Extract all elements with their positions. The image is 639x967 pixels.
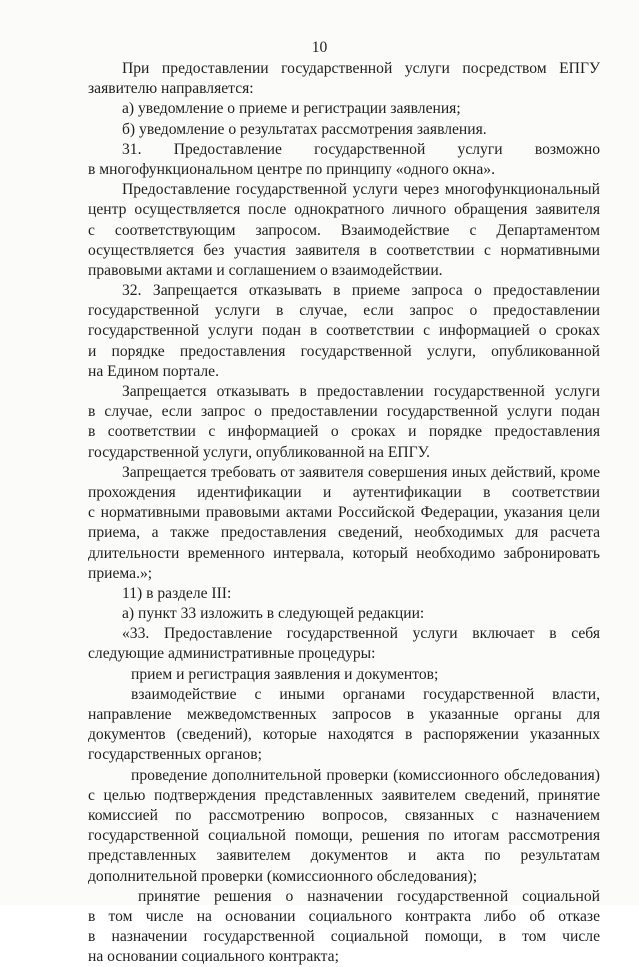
text-line: принятие решения о назначении государственной социальной (138, 887, 600, 905)
text-line: на основании социального контракта; (88, 948, 339, 966)
text-line: заявителю направляется: (88, 80, 254, 98)
text-line: в многофункциональном центре по принципу «одного окна». (88, 160, 495, 178)
text-line: государственных органов; (88, 746, 262, 764)
text-line: с целью подтверждения представленных заявителем сведений, принятие (88, 786, 600, 804)
text-line: государственной услуги в случае, если запрос о предоставлении (88, 302, 600, 320)
page-number: 10 (311, 39, 328, 56)
text-line: а) пункт 33 изложить в следующей редакции: (122, 605, 425, 623)
text-line: 11) в разделе III: (122, 584, 232, 602)
text-line: в назначении государственной социальной помощи, в том числе (88, 928, 600, 946)
text-line: «33. Предоставление государственной услуги включает в себя (122, 625, 600, 643)
text-line: проведение дополнительной проверки (комиссионного обследования) (131, 766, 600, 784)
text-line: приема.»; (88, 564, 153, 582)
text-line: б) уведомление о результатах рассмотрения заявления. (122, 120, 487, 138)
text-line: Запрещается отказывать в предоставлении государственной услуги (122, 383, 600, 400)
text-line: приема, а также предоставления сведений, необходимых для расчета (88, 524, 600, 542)
text-line: направление межведомственных запросов в указанные органы для (88, 706, 600, 723)
text-line: дополнительной проверки (комиссионного обследования); (88, 867, 478, 885)
text-line: представленных заявителем документов и акта по результатам (88, 847, 600, 865)
text-line: 31. Предоставление государственной услуги возможно (122, 140, 600, 158)
text-line: с нормативными правовыми актами Российской Федерации, указания цели (88, 504, 600, 522)
text-line: Запрещается требовать от заявителя совершения иных действий, кроме (122, 463, 600, 481)
text-line: в случае, если запрос о предоставлении государственной услуги подан (88, 403, 600, 421)
text-line: Предоставление государственной услуги через многофункциональный (122, 181, 600, 199)
text-line: на Едином портале. (88, 362, 219, 380)
text-line: государственной услуги, опубликованной на ЕПГУ. (88, 443, 431, 461)
text-line: государственной социальной помощи, решения по итогам рассмотрения (88, 827, 600, 845)
text-line: осуществляется без участия заявителя в соответствии с нормативными (88, 241, 600, 259)
text-line: в соответствии с информацией о сроках и порядке предоставления (88, 423, 600, 441)
text-line: и порядке предоставления государственной услуги, опубликованной (88, 342, 600, 360)
text-line: центр осуществляется после однократного личного обращения заявителя (88, 201, 600, 219)
text-line: При предоставлении государственной услуги посредством ЕПГУ (122, 60, 600, 77)
text-line: взаимодействие с иными органами государственной власти, (131, 685, 600, 703)
text-line: длительности временного интервала, который необходимо забронировать (88, 544, 600, 562)
text-line: государственной услуги подан в соответствии с информацией о сроках (88, 322, 600, 340)
text-line: следующие административные процедуры: (88, 645, 376, 663)
text-line: документов (сведений), которые находятся в распоряжении указанных (88, 726, 600, 744)
document-body (88, 59, 600, 967)
text-line: 32. Запрещается отказывать в приеме запроса о предоставлении (122, 282, 600, 300)
text-line: в том числе на основании социального контракта либо об отказе (88, 907, 600, 925)
text-line: с соответствующим запросом. Взаимодействие с Департаментом (88, 221, 600, 239)
text-line: прохождения идентификации и аутентификации в соответствии (88, 483, 600, 501)
text-line: а) уведомление о приеме и регистрации заявления; (122, 100, 461, 118)
text-line: комиссией по рассмотрению вопросов, связанных с назначением (88, 806, 600, 824)
text-line: правовыми актами и соглашением о взаимодействии. (88, 261, 443, 279)
text-line: прием и регистрация заявления и документов; (131, 665, 439, 683)
